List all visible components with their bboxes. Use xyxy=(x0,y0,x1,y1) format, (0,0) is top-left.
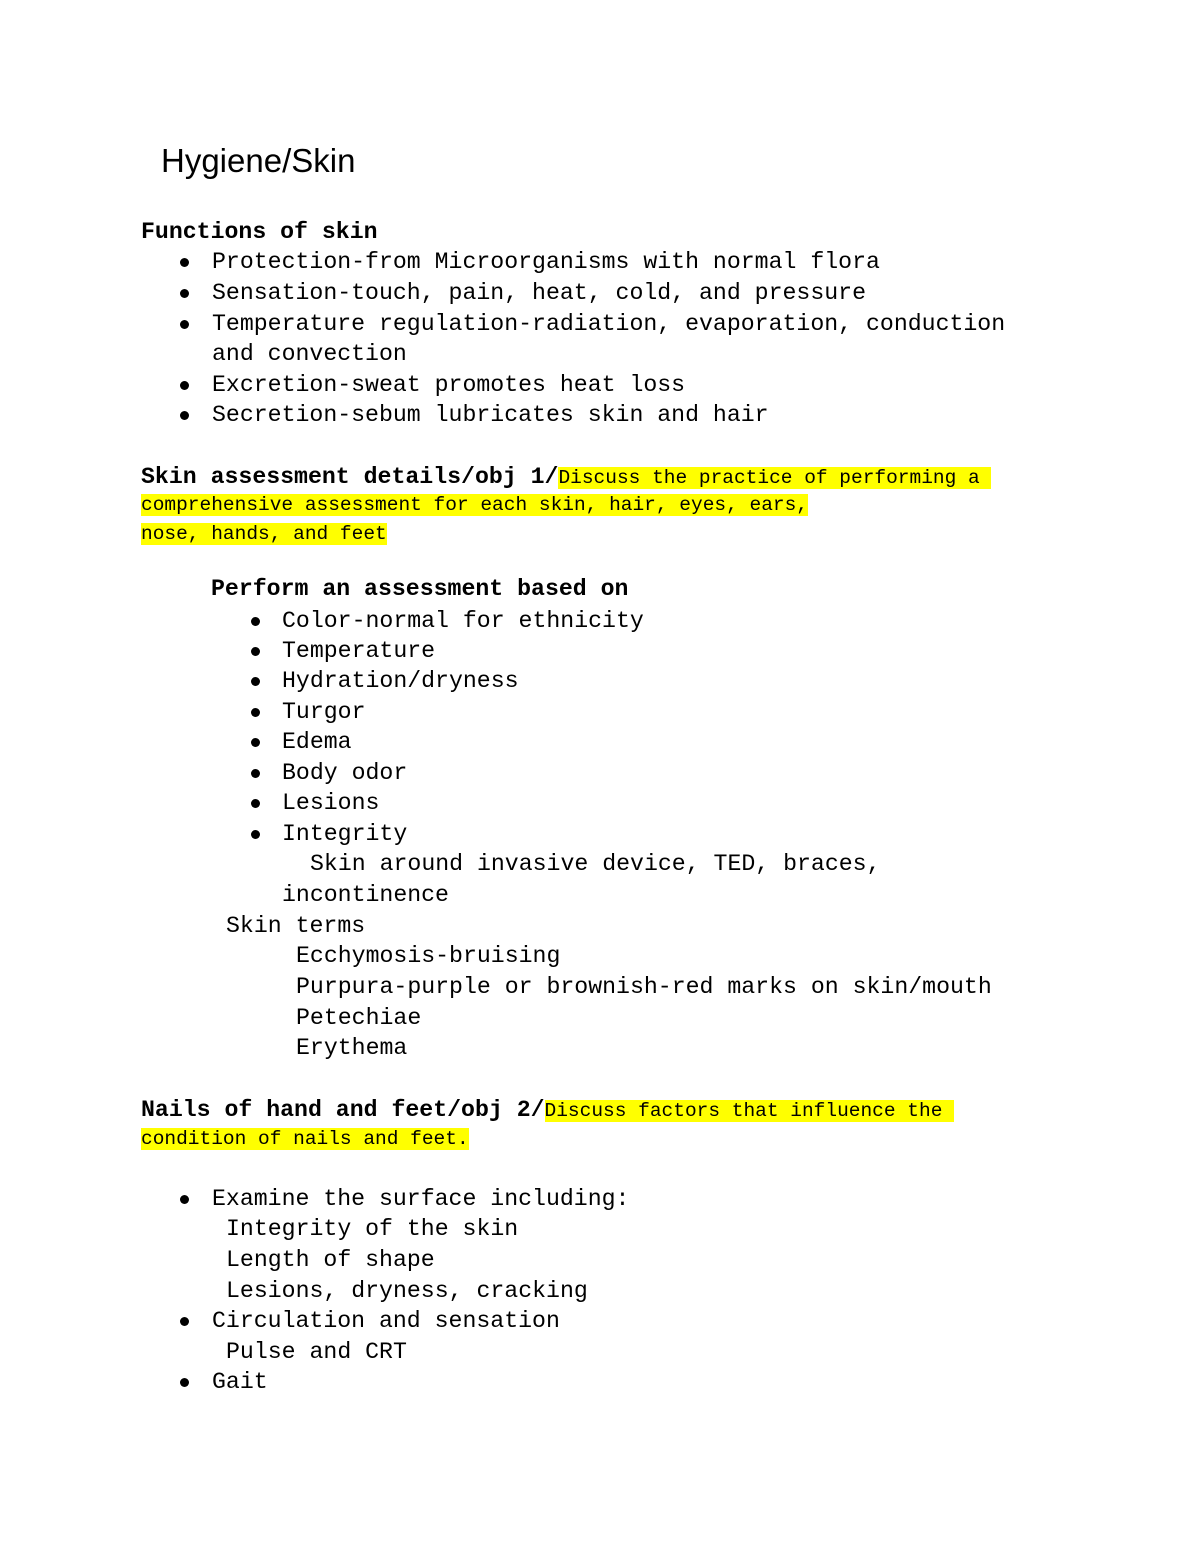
bullet-icon xyxy=(251,647,260,656)
integrity-note-continuation: incontinence xyxy=(282,882,449,908)
page-title: Hygiene/Skin xyxy=(161,142,356,179)
bullet-icon xyxy=(180,320,189,329)
list-item: Excretion-sweat promotes heat loss xyxy=(212,372,686,398)
sub-item: Pulse and CRT xyxy=(226,1339,407,1365)
objective-highlight: Discuss the practice of performing a xyxy=(558,467,992,489)
section-heading-functions: Functions of skin xyxy=(141,219,378,245)
objective-highlight: Discuss factors that influence the xyxy=(544,1100,955,1122)
list-item: Hydration/dryness xyxy=(282,668,519,694)
bullet-icon xyxy=(180,1195,189,1204)
list-item-continuation: and convection xyxy=(212,341,407,367)
list-item: Circulation and sensation xyxy=(212,1308,560,1334)
bullet-icon xyxy=(251,617,260,626)
section-heading-assessment xyxy=(141,462,991,493)
integrity-note: Skin around invasive device, TED, braces, xyxy=(310,851,881,877)
bullet-icon xyxy=(180,1317,189,1326)
list-item: Temperature xyxy=(282,638,436,664)
assessment-heading-text: Skin assessment details/obj 1/ xyxy=(141,464,559,490)
skin-term: Erythema xyxy=(296,1035,408,1061)
objective-highlight-line xyxy=(141,491,808,519)
list-item: Turgor xyxy=(282,699,366,725)
skin-term: Ecchymosis-bruising xyxy=(296,943,561,969)
bullet-icon xyxy=(251,677,260,686)
bullet-icon xyxy=(180,1378,189,1387)
bullet-icon xyxy=(180,289,189,298)
list-item: Color-normal for ethnicity xyxy=(282,608,644,634)
bullet-icon xyxy=(251,769,260,778)
subheading-perform-assessment: Perform an assessment based on xyxy=(211,576,629,602)
objective-highlight-line xyxy=(141,1125,469,1153)
list-item: Secretion-sebum lubricates skin and hair xyxy=(212,402,769,428)
bullet-icon xyxy=(251,708,260,717)
list-item: Gait xyxy=(212,1369,268,1395)
list-item: Lesions xyxy=(282,790,380,816)
bullet-icon xyxy=(180,381,189,390)
bullet-icon xyxy=(180,411,189,420)
list-item: Edema xyxy=(282,729,352,755)
skin-term: Petechiae xyxy=(296,1005,422,1031)
skin-terms-heading: Skin terms xyxy=(226,913,366,939)
skin-term: Purpura-purple or brownish-red marks on skin/mouth xyxy=(296,974,992,1000)
bullet-icon xyxy=(251,738,260,747)
nails-heading-text: Nails of hand and feet/obj 2/ xyxy=(141,1097,545,1123)
sub-item: Length of shape xyxy=(226,1247,435,1273)
list-item: Integrity xyxy=(282,821,408,847)
bullet-icon xyxy=(251,799,260,808)
objective-highlight: condition of nails and feet. xyxy=(141,1128,469,1150)
objective-highlight-line xyxy=(141,520,387,548)
sub-item: Integrity of the skin xyxy=(226,1216,519,1242)
bullet-icon xyxy=(251,830,260,839)
objective-highlight: comprehensive assessment for each skin, hair, eyes, ears, xyxy=(141,494,809,516)
section-heading-nails xyxy=(141,1095,954,1126)
bullet-icon xyxy=(180,258,189,267)
sub-item: Lesions, dryness, cracking xyxy=(226,1278,588,1304)
objective-highlight: nose, hands, and feet xyxy=(141,523,387,545)
list-item: Sensation-touch, pain, heat, cold, and pressure xyxy=(212,280,866,306)
list-item: Temperature regulation-radiation, evaporation, conduction xyxy=(212,311,1006,337)
list-item: Protection-from Microorganisms with normal flora xyxy=(212,249,880,275)
list-item: Body odor xyxy=(282,760,408,786)
list-item: Examine the surface including: xyxy=(212,1186,630,1212)
